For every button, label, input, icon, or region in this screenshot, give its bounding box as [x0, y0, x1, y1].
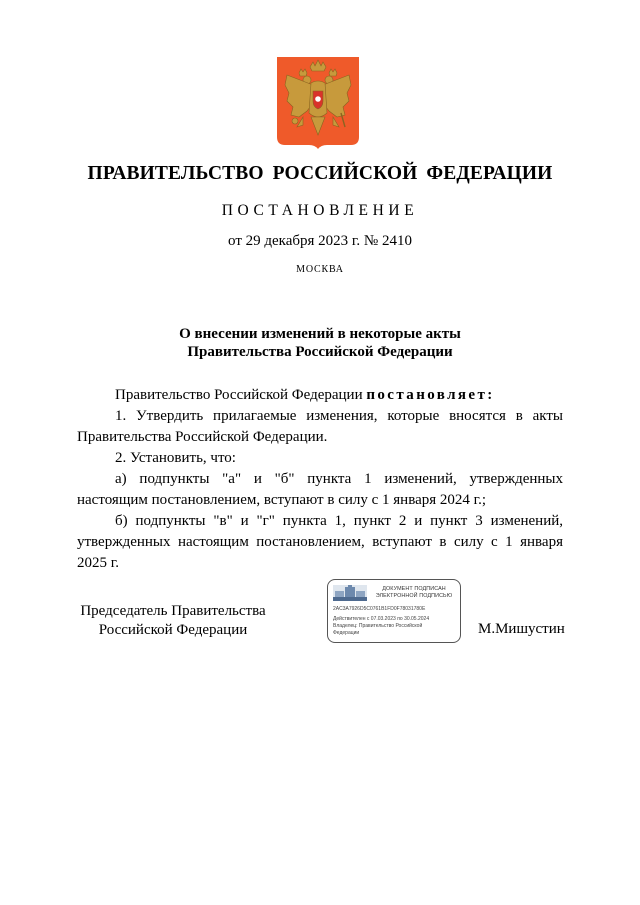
certificate-serial: 2AC3A7926D5C0761B1FD0F78031780E	[333, 606, 426, 612]
document-type: ПОСТАНОВЛЕНИЕ	[221, 202, 419, 219]
item-2a: а) подпункты "а" и "б" пункта 1 изменений, утвержденных настоящим постановлением, вступают в силу с 1 января 2024 г.;	[77, 471, 563, 508]
title-line-2: Правительства Российской Федерации	[187, 344, 453, 360]
government-building-icon	[333, 585, 367, 601]
item-1: 1. Утвердить прилагаемые изменения, которые вносятся в акты Правительства Российской Федерации.	[77, 408, 563, 445]
stamp-heading	[370, 586, 458, 600]
intro-paragraph	[77, 385, 563, 406]
item-2b: б) подпункты "в" и "г" пункта 1, пункт 2 и пункт 3 изменений, утвержденных настоящим постановлением, вступают в силу с 1 января 2025 г.	[77, 513, 563, 571]
signer-position	[78, 602, 268, 640]
stamp-heading-line-2: ЭЛЕКТРОННОЙ ПОДПИСЬЮ	[375, 593, 453, 599]
decree-body	[77, 385, 563, 574]
signer-position-line-1: Председатель Правительства	[80, 603, 266, 619]
decree-date-number: от 29 декабря 2023 г. № 2410	[228, 233, 412, 249]
certificate-owner-line-2: Федерации	[333, 630, 360, 636]
certificate-validity: Действителен с 07.03.2023 по 30.05.2024	[333, 616, 430, 622]
item-2: 2. Установить, что:	[115, 450, 236, 466]
document-title	[0, 325, 640, 361]
stamp-heading-line-1: ДОКУМЕНТ ПОДПИСАН	[382, 586, 446, 592]
electronic-signature-stamp	[327, 579, 461, 643]
government-name: ПРАВИТЕЛЬСТВО РОССИЙСКОЙ ФЕДЕРАЦИИ	[87, 163, 553, 184]
intro-text: Правительство Российской Федерации	[115, 387, 367, 403]
resolves-word: постановляет:	[366, 387, 495, 403]
signer-name: М.Мишустин	[478, 621, 565, 637]
signer-position-line-2: Российской Федерации	[98, 622, 248, 638]
title-line-1: О внесении изменений в некоторые акты	[179, 326, 461, 342]
coat-of-arms-icon	[277, 57, 359, 149]
city: МОСКВА	[296, 264, 344, 275]
certificate-owner-line-1: Владелец: Правительство Российской	[333, 623, 423, 629]
